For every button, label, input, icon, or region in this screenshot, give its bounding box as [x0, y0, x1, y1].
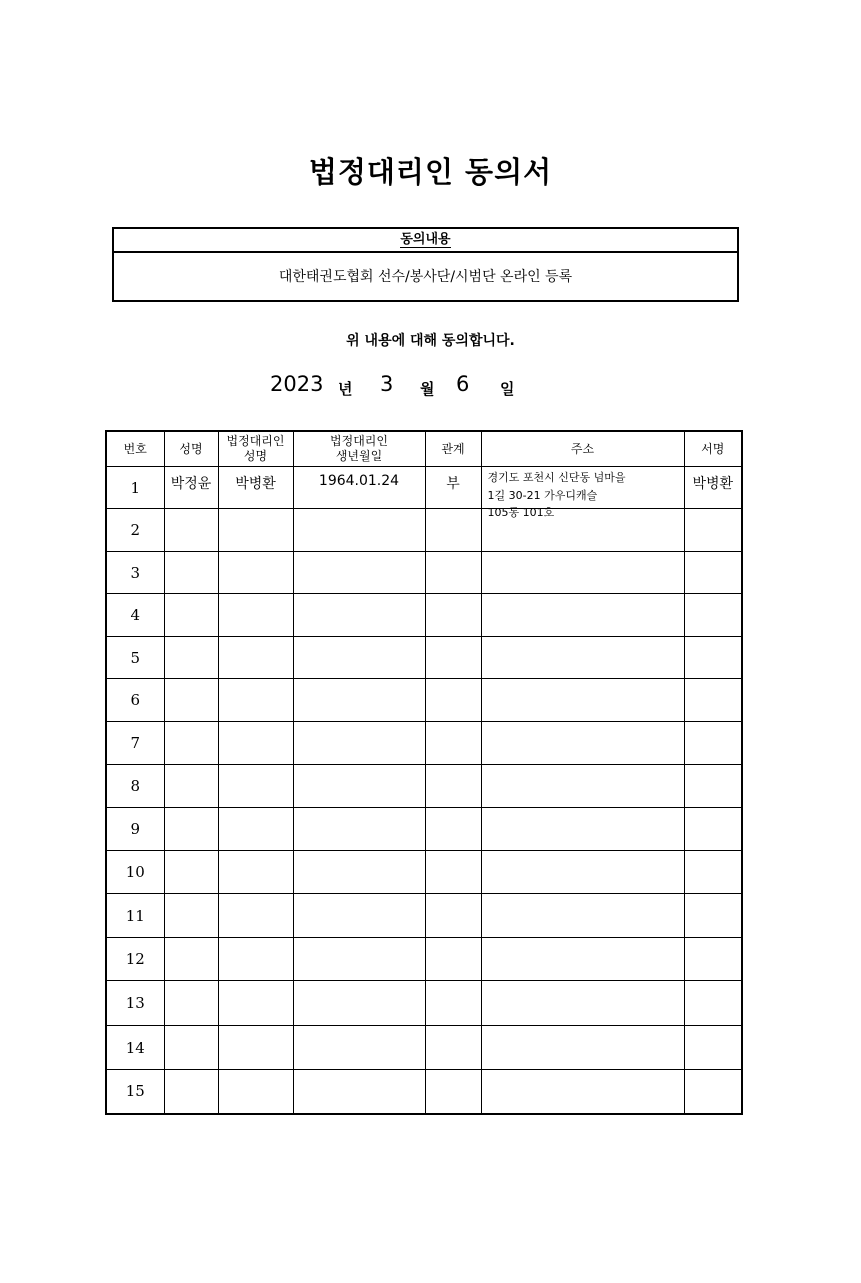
cell-relation — [425, 594, 481, 637]
cell-relation — [425, 1070, 481, 1114]
cell-name — [164, 1070, 218, 1114]
cell-guardian-birth: 1964.01.24 — [293, 467, 425, 509]
table-row — [106, 938, 742, 981]
header-guardian-birth — [293, 431, 425, 467]
cell-guardian-name — [218, 981, 293, 1026]
cell-no: 13 — [106, 981, 164, 1026]
cell-guardian-name — [218, 637, 293, 679]
table-row — [106, 1070, 742, 1114]
cell-guardian-name — [218, 938, 293, 981]
cell-relation — [425, 637, 481, 679]
header-guardian-name — [218, 431, 293, 467]
cell-name — [164, 722, 218, 765]
cell-relation — [425, 981, 481, 1026]
cell-address — [481, 1070, 684, 1114]
cell-name — [164, 894, 218, 938]
cell-no: 6 — [106, 679, 164, 722]
table-row — [106, 467, 742, 509]
cell-guardian-birth — [293, 679, 425, 722]
header-relation: 관계 — [425, 431, 481, 467]
table-row — [106, 509, 742, 552]
cell-relation — [425, 851, 481, 894]
table-body — [106, 467, 742, 1114]
date-year-label: 년 — [338, 380, 353, 398]
cell-guardian-birth — [293, 851, 425, 894]
date-year-value: 2023 — [270, 372, 324, 396]
table-row — [106, 851, 742, 894]
cell-signature — [684, 722, 742, 765]
cell-name — [164, 851, 218, 894]
cell-no: 4 — [106, 594, 164, 637]
cell-address — [481, 981, 684, 1026]
table-row — [106, 722, 742, 765]
cell-guardian-birth — [293, 594, 425, 637]
consent-statement: 위 내용에 대해 동의합니다. — [346, 333, 515, 349]
cell-guardian-name — [218, 722, 293, 765]
cell-guardian-birth — [293, 938, 425, 981]
date-day-value: 6 — [456, 372, 470, 396]
cell-name — [164, 938, 218, 981]
cell-name — [164, 765, 218, 808]
cell-signature — [684, 981, 742, 1026]
cell-no: 8 — [106, 765, 164, 808]
date-month — [380, 372, 393, 396]
header-guardian-birth-line2: 생년월일 — [335, 449, 383, 463]
cell-signature: 박병환 — [684, 467, 742, 509]
cell-signature — [684, 552, 742, 594]
cell-address — [481, 467, 684, 519]
consent-header — [114, 229, 737, 253]
cell-relation — [425, 1026, 481, 1070]
cell-guardian-birth — [293, 894, 425, 938]
table-row — [106, 637, 742, 679]
cell-signature — [684, 594, 742, 637]
cell-guardian-birth — [293, 981, 425, 1026]
header-name: 성명 — [164, 431, 218, 467]
date-day — [456, 372, 469, 396]
cell-guardian-name — [218, 552, 293, 594]
cell-address — [481, 594, 684, 637]
cell-relation — [425, 765, 481, 808]
table-row — [106, 1026, 742, 1070]
cell-no: 7 — [106, 722, 164, 765]
table-row — [106, 981, 742, 1026]
cell-guardian-name — [218, 509, 293, 552]
table-row — [106, 679, 742, 722]
cell-signature — [684, 765, 742, 808]
table-row — [106, 594, 742, 637]
cell-name — [164, 552, 218, 594]
address-line: 경기도 포천시 신단동 넘마을 — [487, 471, 626, 484]
cell-name — [164, 1026, 218, 1070]
cell-guardian-name — [218, 851, 293, 894]
date-month-value: 3 — [380, 372, 394, 396]
cell-guardian-birth — [293, 1026, 425, 1070]
cell-no: 9 — [106, 808, 164, 851]
cell-signature — [684, 509, 742, 552]
cell-guardian-name: 박병환 — [218, 467, 293, 509]
cell-no: 10 — [106, 851, 164, 894]
address-line: 105동 101호 — [487, 506, 555, 519]
table-row — [106, 552, 742, 594]
cell-guardian-birth — [293, 765, 425, 808]
cell-signature — [684, 894, 742, 938]
cell-guardian-birth — [293, 808, 425, 851]
cell-relation — [425, 808, 481, 851]
cell-no: 2 — [106, 509, 164, 552]
cell-guardian-birth — [293, 1070, 425, 1114]
cell-name — [164, 679, 218, 722]
cell-relation — [425, 722, 481, 765]
cell-address — [481, 637, 684, 679]
cell-no: 11 — [106, 894, 164, 938]
cell-relation — [425, 894, 481, 938]
cell-signature — [684, 851, 742, 894]
cell-guardian-name — [218, 765, 293, 808]
guardian-table — [105, 430, 743, 1115]
cell-signature — [684, 679, 742, 722]
cell-signature — [684, 637, 742, 679]
header-guardian-name-line2: 성명 — [243, 449, 268, 463]
cell-signature — [684, 1070, 742, 1114]
header-signature: 서명 — [684, 431, 742, 467]
cell-guardian-name — [218, 679, 293, 722]
table-row — [106, 765, 742, 808]
cell-guardian-birth — [293, 637, 425, 679]
cell-guardian-name — [218, 894, 293, 938]
cell-guardian-name — [218, 594, 293, 637]
cell-name: 박정윤 — [164, 467, 218, 509]
table-row — [106, 894, 742, 938]
cell-no: 5 — [106, 637, 164, 679]
header-guardian-name-line1: 법정대리인 — [226, 434, 285, 448]
cell-address — [481, 851, 684, 894]
cell-guardian-birth — [293, 722, 425, 765]
header-guardian-birth-line1: 법정대리인 — [330, 434, 388, 448]
cell-no: 15 — [106, 1070, 164, 1114]
cell-address — [481, 894, 684, 938]
cell-relation — [425, 679, 481, 722]
cell-signature — [684, 1026, 742, 1070]
consent-header-label: 동의내용 — [400, 232, 451, 247]
cell-relation — [425, 938, 481, 981]
cell-guardian-name — [218, 808, 293, 851]
cell-address — [481, 679, 684, 722]
cell-guardian-name — [218, 1026, 293, 1070]
cell-name — [164, 808, 218, 851]
date-year — [270, 372, 323, 396]
cell-relation — [425, 509, 481, 552]
cell-address — [481, 765, 684, 808]
cell-no: 1 — [106, 467, 164, 509]
cell-no: 14 — [106, 1026, 164, 1070]
cell-address — [481, 1026, 684, 1070]
address-line: 1길 30-21 가우디캐슬 — [487, 489, 598, 502]
date-day-label: 일 — [500, 380, 515, 398]
cell-address — [481, 552, 684, 594]
cell-name — [164, 594, 218, 637]
cell-guardian-birth — [293, 509, 425, 552]
document-title: 법정대리인 동의서 — [308, 155, 553, 189]
cell-relation — [425, 552, 481, 594]
cell-no: 3 — [106, 552, 164, 594]
cell-no: 12 — [106, 938, 164, 981]
cell-name — [164, 509, 218, 552]
cell-address — [481, 938, 684, 981]
date-month-label: 월 — [420, 380, 435, 398]
cell-signature — [684, 808, 742, 851]
consent-box — [112, 227, 739, 302]
header-no: 번호 — [106, 431, 164, 467]
cell-address — [481, 808, 684, 851]
table-header-row — [106, 431, 742, 467]
table-row — [106, 808, 742, 851]
cell-name — [164, 981, 218, 1026]
cell-relation: 부 — [425, 467, 481, 509]
cell-address — [481, 722, 684, 765]
cell-guardian-name — [218, 1070, 293, 1114]
cell-guardian-birth — [293, 552, 425, 594]
header-address: 주소 — [481, 431, 684, 467]
consent-content: 대한태권도협회 선수/봉사단/시범단 온라인 등록 — [278, 269, 573, 285]
cell-name — [164, 637, 218, 679]
cell-signature — [684, 938, 742, 981]
